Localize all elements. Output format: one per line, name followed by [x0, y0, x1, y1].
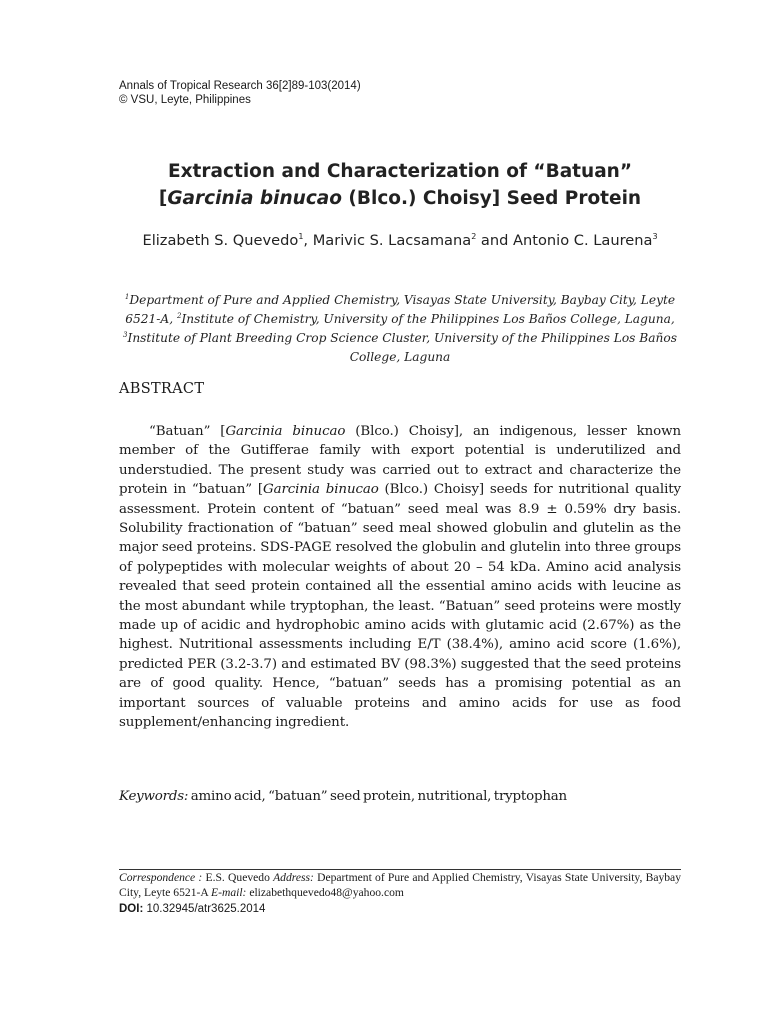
correspondence — [119, 871, 681, 900]
author-sep-1: , — [303, 232, 313, 249]
footnote-rule — [119, 869, 681, 870]
correspondence-name: E.S. Quevedo — [202, 871, 274, 884]
title-rest: (Blco.) Choisy] Seed Protein — [341, 188, 642, 209]
author-3-sup: 3 — [652, 232, 658, 242]
address-label: Address: — [273, 871, 314, 884]
abstract-heading: ABSTRACT — [119, 381, 205, 397]
author-2: Marivic S. Lacsamana — [312, 232, 472, 249]
keywords-label: Keywords: — [119, 789, 189, 804]
affil-3: Institute of Plant Breeding Crop Science Cluster, University of the Philippines Los Baños College, Laguna — [127, 331, 677, 364]
author-1: Elizabeth S. Quevedo — [142, 232, 299, 249]
title-line-2 — [100, 185, 700, 212]
email-link[interactable]: elizabethquevedo48@yahoo.com — [246, 885, 404, 899]
address-text: Department of Pure and Applied Chemistry, Visayas State University, Baybay City, Leyte 6521-A — [119, 871, 682, 899]
journal-publisher: © VSU, Leyte, Philippines — [119, 94, 251, 106]
affil-3-sup: 3 — [123, 330, 128, 339]
author-3: Laurena — [593, 232, 653, 249]
keywords-text: amino acid, “batuan” seed protein, nutritional, tryptophan — [188, 789, 567, 804]
title-line-1: Extraction and Characterization of “Batuan” — [167, 161, 633, 182]
abstract-part-2: (Blco.) Choisy], an indigenous, lesser known member of the Gutifferae family with export potential is underutilized and understudied. The present study was carried out to extract and characterize the protein in “batuan” [ — [119, 424, 682, 498]
author-sep-2: and Antonio C. — [476, 232, 594, 249]
abstract-part-3: (Blco.) Choisy] seeds for nutritional quality assessment. Protein content of “batuan” seed meal was 8.9 ± 0.59% dry basis. Solubility fractionation of “batuan” seed meal showed globulin and glutelin as the major seed proteins. SDS-PAGE resolved the globulin and glutelin into three groups of polypeptides with molecular weights of about 20 – 54 kDa. Amino acid analysis revealed that seed protein contained all the essential amino acids with leucine as the most abundant while tryptophan, the least. “Batuan” seed proteins were mostly made up of acidic and hydrophobic amino acids with glutamic acid (2.67%) as the highest. Nutritional assessments including E/T (38.4%), amino acid score (1.6%), predicted PER (3.2-3.7) and estimated BV (98.3%) suggested that the seed proteins are of good quality. Hence, “batuan” seeds has a promising potential as an important sources of valuable proteins and amino acids for use as food supplement/enhancing ingredient. — [119, 482, 681, 731]
doi-label: DOI: — [119, 903, 144, 915]
journal-citation: Annals of Tropical Research 36[2]89-103(2014) — [119, 80, 361, 92]
affil-1: Department of Pure and Applied Chemistry, Visayas State University, Baybay City, Leyte 6521-A, — [125, 293, 676, 326]
author-list — [110, 231, 690, 250]
doi-line — [119, 903, 265, 915]
abstract-species-2: Garcinia binucao — [262, 482, 379, 498]
affil-2: Institute of Chemistry, University of the Philippines Los Baños College, Laguna, — [181, 312, 675, 326]
email-label: E-mail: — [211, 885, 247, 899]
affil-2-sup: 2 — [176, 311, 182, 320]
title-bracket: [ — [158, 188, 168, 209]
paper-title — [100, 158, 700, 212]
affiliations — [115, 291, 685, 367]
keywords — [119, 789, 567, 804]
journal-header — [119, 79, 361, 107]
affil-1-sup: 1 — [124, 292, 130, 301]
abstract-species-1: Garcinia binucao — [225, 424, 346, 439]
abstract-part-1: “Batuan” [ — [149, 424, 226, 439]
author-2-sup: 2 — [471, 232, 477, 242]
doi-value[interactable]: 10.32945/atr3625.2014 — [143, 903, 266, 915]
abstract-body — [119, 422, 681, 733]
title-species: Garcinia binucao — [167, 188, 342, 209]
correspondence-label: Correspondence : — [119, 871, 203, 884]
author-1-sup: 1 — [298, 232, 304, 242]
